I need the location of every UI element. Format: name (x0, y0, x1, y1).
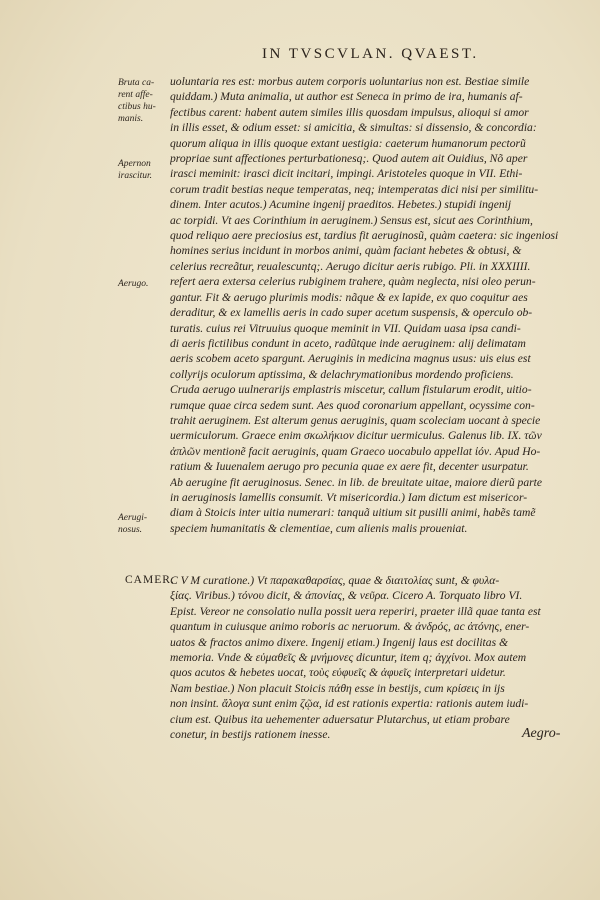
text-line: trahit aeruginem. Est alterum genus aeruginis, quam scoleciam uocant à specie (170, 413, 541, 427)
margin-note-aerugo: Aerugo. (118, 279, 149, 289)
text-line: rumque quae circa sedem sunt. Aes quod coronarium appellant, ocyssime con- (170, 398, 535, 412)
text-line: deraditur, & ex lamellis aeris in cado super acetum suspensis, & operculo ob- (170, 306, 533, 320)
text-line: Cruda aerugo uulnerarijs emplastris miscetur, callum fistularum erodit, uitio- (170, 383, 532, 397)
text-line: di aeris fictilibus condunt in aceto, radũtque inde aeruginem: alij delimatam (170, 336, 526, 350)
text-line: in aeruginosis lamellis consumit. Vt misericordia.) Iam dictum est misericor- (170, 490, 528, 504)
text-line: uoluntaria res est: morbus autem corporis uoluntarius non est. Bestiae simile (170, 75, 530, 88)
commentary-block-1 (170, 74, 580, 536)
text-line: refert aera extersa celerius rubiginem trahere, quàm neglecta, nisi oleo perun- (170, 275, 536, 289)
text-line: quiddam.) Muta animalia, ut author est Seneca in primo de ira, humanis af- (170, 90, 523, 104)
text-line: diam à Stoicis inter uitia numerari: tanquã uitium sit pusilli animi, habẽs tamẽ (170, 506, 536, 520)
text-line: uatos & fractos animo dixere. Ingenij etiam.) Ingenij laus est docilitas & (170, 635, 509, 649)
text-line: C V M curatione.) Vt παρακαθαρσίας, quae & διαιτολίας sunt, & φυλα- (170, 574, 500, 587)
text-line: celerius recreãtur, reualescuntq;. Aerugo dicitur aeris rubigo. Pli. in XXXIIII. (170, 259, 531, 273)
text-line: quos acutos & hebetes uocat, τοὺς εὐφυεῖς & ἀφυεῖς interpretari uidetur. (170, 666, 506, 680)
section-label-camer: CAMER. (125, 574, 175, 586)
text-line: quantum in cuiusque animo roboris ac neruorum. & ἀνδρός, ac ἀτόνης, ener- (170, 620, 530, 634)
text-line: ἁπλῶν mentionẽ facit aeruginis, quam Graeco uocabulo appellat ἰόν. Apud Ho- (170, 444, 541, 458)
margin-note-aeruginosus: Aerugi- nosus. (118, 513, 148, 535)
text-line: in illis esset, & odium esset: si amicitia, & simultas: si dissensio, & concordia: (170, 121, 537, 135)
running-title: IN TVSCVLAN. QVAEST. (262, 46, 479, 62)
text-line: quorum aliqua in illis quoque extant uestigia: caeterum humanorum pectorũ (170, 136, 526, 150)
text-line: conetur, in bestijs rationem inesse. (170, 728, 331, 742)
text-line: memoria. Vnde & εὐμαθεῖς & μνήμονες dicuntur, item q; ἀγχίνοι. Mox autem (170, 651, 527, 665)
text-line: homines serius incidunt in morbos animi, quàm faciant hebetes & obtusi, & (170, 244, 522, 258)
text-line: Ab aerugine fit aeruginosus. Senec. in lib. de breuitate uitae, maiore dierũ parte (170, 475, 543, 489)
text-line: speciem humanitatis & clementiae, cum alienis malis proueniat. (170, 521, 468, 535)
text-line: Epist. Vereor ne consolatio nulla possit uera reperiri, praeter illã quae tanta est (170, 604, 541, 618)
text-line: ξίας. Viribus.) τόνου dicit, & ἀπονίας, & νεῦρα. Cicero A. Torquato libro VI. (170, 589, 523, 603)
text-line: irasci meminit: irasci dicit incitari, impingi. Aristoteles quoque in VII. Ethi- (170, 167, 523, 181)
text-line: non insint. ἄλογα sunt enim ζῷα, id est rationis expertia: rationis autem iudi- (170, 697, 529, 711)
commentary-block-2 (170, 573, 580, 742)
text-line: quod reliquo aere preciosius est, tardius fit aeruginosũ, quàm caetera: sic ingeniosi (170, 229, 559, 243)
text-line: cium est. Quibus ita uehementer aduersatur Plutarchus, ut etiam probare (170, 712, 510, 726)
text-line: gantur. Fit & aerugo plurimis modis: nãque & ex lapide, ex quo coquitur aes (170, 290, 528, 304)
text-line: Nam bestiae.) Non placuit Stoicis πάθη esse in bestijs, cum κρίσεις in ijs (170, 681, 505, 695)
text-line: turatis. cuius rei Vitruuius quoque meminit in VII. Quidam uasa ipsa candi- (170, 321, 521, 335)
text-line: ratium & Iuuenalem aerugo pro pecunia quae ex aere fit, decenter usurpatur. (170, 460, 529, 474)
text-line: uermiculorum. Graece enim σκωλήκιον dicitur uermiculus. Galenus lib. IX. τῶν (170, 429, 542, 443)
text-line: ac torpidi. Vt aes Corinthium in aeruginem.) Sensus est, sicut aes Corinthium, (170, 213, 533, 227)
catchword: Aegro- (522, 726, 561, 741)
text-line: propriae sunt affectiones perturbationesq;. Quod autem ait Ouidius, Nõ aper (170, 152, 528, 166)
text-line: corum tradit bestias neque temperatas, neq; intemperatas dici nisi per similitu- (170, 182, 539, 196)
margin-note-bruta: Bruta ca- rent affe- ctibus hu- manis. (118, 78, 156, 124)
margin-note-aper: Apernon irascitur. (118, 159, 153, 181)
text-line: dinem. Inter acutos.) Acumine ingenij praeditos. Hebetes.) stupidi ingenij (170, 198, 512, 212)
text-line: collyrijs oculorum aptissima, & delachrymationibus mordendo proficiens. (170, 367, 514, 381)
text-line: fectibus carent: habent autem similes illis quosdam impulsus, alioqui si amor (170, 105, 529, 119)
text-line: aeris scobem aceto spargunt. Aeruginis in medicina magnus usus: uis eius est (170, 352, 531, 366)
